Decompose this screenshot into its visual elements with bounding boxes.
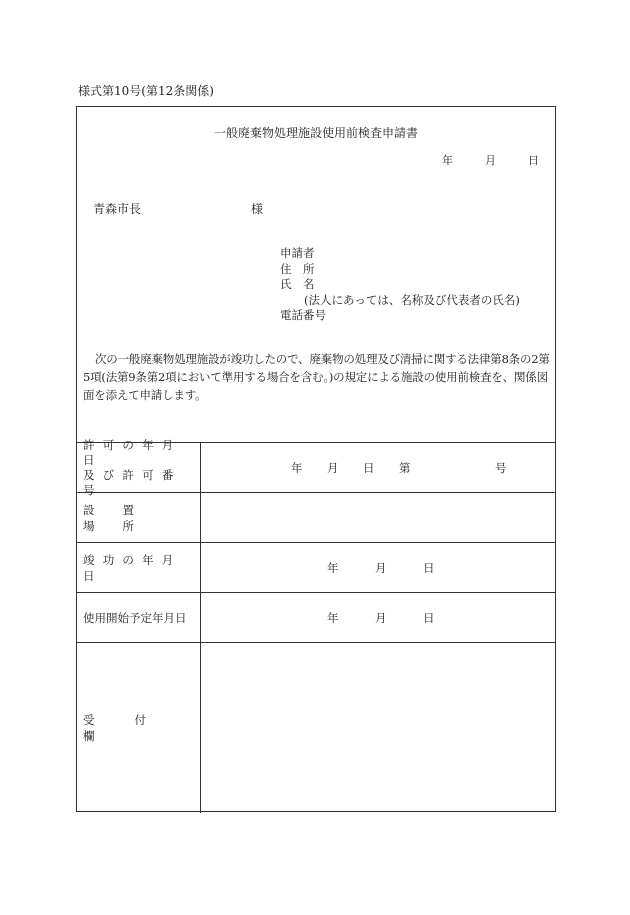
date-day: 日 [528,154,539,167]
completion-label: 竣功の年月日 [77,543,201,592]
start-month: 月 [375,610,387,625]
permit-go: 号 [495,460,507,475]
addressee-name: 青森市長 [93,202,142,216]
application-date [442,154,539,168]
reception-value [201,643,555,813]
start-day: 日 [423,610,435,625]
start-value [201,593,555,642]
applicant-address-label: 住 所 [280,261,315,276]
permit-label-line1: 許可の年月日 [83,437,182,467]
applicant-name-label: 氏 名 [280,277,315,291]
addressee-honorific: 様 [251,202,264,216]
permit-year: 年 [291,460,303,475]
location-row [77,493,555,543]
permit-label [77,437,201,497]
permit-month: 月 [327,460,339,475]
location-label: 設置場所 [77,493,201,542]
addressee [93,202,264,216]
completion-year: 年 [327,560,339,575]
date-month: 月 [485,154,496,167]
start-row [77,593,555,643]
completion-row [77,543,555,593]
start-year: 年 [327,610,339,625]
form-title: 一般廃棄物処理施設使用前検査申請書 [213,126,418,140]
permit-value [201,443,555,492]
date-year: 年 [442,154,453,167]
permit-day: 日 [363,460,375,475]
start-label: 使用開始予定年月日 [77,593,201,642]
applicant-label: 申請者 [280,246,315,260]
applicant-corp-note: (法人にあっては、名称及び代表者の氏名) [304,292,520,307]
completion-value [201,543,555,592]
completion-month: 月 [375,560,387,575]
application-body-text: 次の一般廃棄物処理施設が竣功したので、廃棄物の処理及び清掃に関する法律第8条の2第5項(法第9条第2項において準用する場合を含む。)の規定による施設の使用前検査を、関係図面を添えて申請します。 [83,352,550,402]
location-value [201,493,555,542]
applicant-phone-label: 電話番号 [280,308,326,322]
reception-row [77,643,555,813]
permit-dai: 第 [399,460,411,475]
reception-label: 受付欄 [77,643,201,813]
form-number-label: 様式第10号(第12条関係) [78,84,214,98]
details-table [77,437,555,813]
permit-row [77,437,555,497]
applicant-block [280,246,520,324]
permit-label-line2: 及び許可番号 [83,467,182,497]
completion-day: 日 [423,560,435,575]
application-form-frame [76,106,556,812]
